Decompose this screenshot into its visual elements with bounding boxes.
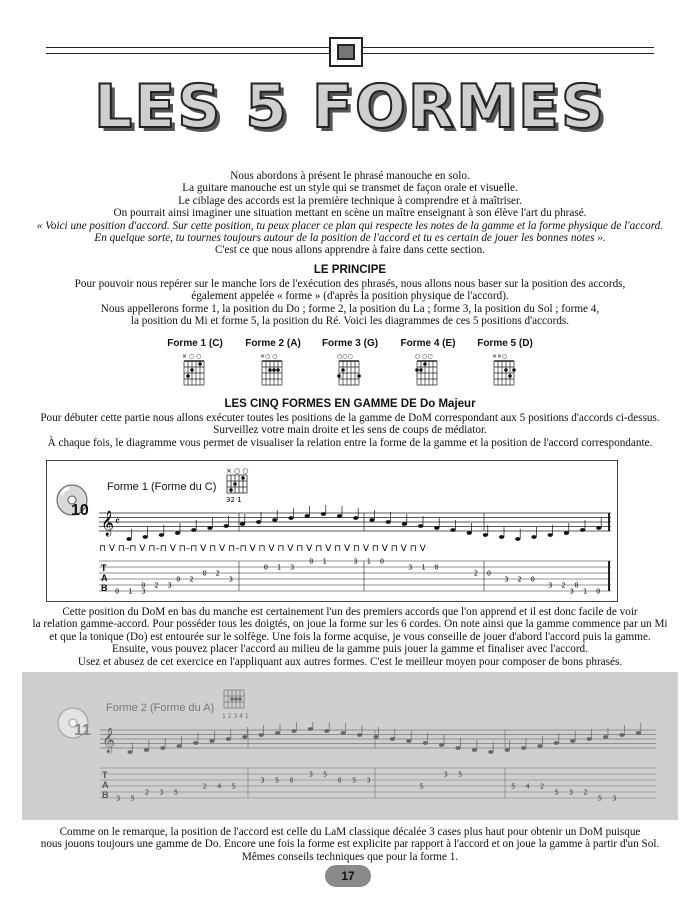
svg-text:B: B xyxy=(101,583,108,593)
svg-text:3: 3 xyxy=(443,770,448,779)
svg-text:3: 3 xyxy=(228,575,233,584)
intro-line: La guitare manouche est un style qui se transmet de façon orale et visuelle. xyxy=(182,182,518,195)
section-title-cinq-formes: LES CINQ FORMES EN GAMME DE Do Majeur xyxy=(224,398,476,410)
svg-text:T: T xyxy=(101,563,107,573)
outro-line: Mêmes conseils techniques que pour la forme 1. xyxy=(241,850,459,863)
svg-text:5: 5 xyxy=(275,776,280,785)
svg-text:3: 3 xyxy=(569,587,574,596)
middle-text xyxy=(20,606,680,668)
header-ornament xyxy=(329,37,363,67)
cinq-line: Surveillez votre main droite et les sens de coups de médiator. xyxy=(213,424,487,437)
svg-text:3: 3 xyxy=(116,794,121,803)
svg-text:5: 5 xyxy=(231,782,236,791)
chord-open-strings: ○○○ xyxy=(337,353,353,360)
svg-text:3: 3 xyxy=(308,770,313,779)
svg-text:5: 5 xyxy=(419,782,424,791)
svg-text:3: 3 xyxy=(548,581,553,590)
svg-text:0: 0 xyxy=(530,575,535,584)
intro-line: Nous abordons à présent le phrasé manouche en solo. xyxy=(230,170,470,182)
svg-text:5: 5 xyxy=(323,770,328,779)
mini-chord-fingering: 32 1 xyxy=(226,496,242,504)
svg-text:0: 0 xyxy=(202,569,207,578)
mini-chord-diagram xyxy=(220,684,254,724)
svg-text:2: 2 xyxy=(202,782,207,791)
chord-name: Forme 2 (A) xyxy=(245,338,301,349)
outro-text xyxy=(20,826,680,863)
intro-line: C'est ce que nous allons apprendre à faire dans cette section. xyxy=(214,244,486,257)
picking-marks: ⊓ V ⊓–⊓ V ⊓–⊓ V ⊓–⊓ V ⊓ V ⊓–⊓ V ⊓ V ⊓ V ⊓ V ⊓ V ⊓ V ⊓ V ⊓ V ⊓ V ⊓ V xyxy=(99,544,426,554)
svg-text:2: 2 xyxy=(144,788,150,797)
middle-line: la relation gamme-accord. Pour posséder tous les doigtés, on joue la forme sur les 6 cordes. On note ainsi que la gamme commence par un Mi xyxy=(32,618,668,631)
svg-text:2: 2 xyxy=(154,581,159,590)
principe-line: Pour pouvoir nous repérer sur le manche lors de l'exécution des phrasés, nous allons nous baser sur la position des accords, xyxy=(74,278,626,290)
svg-text:1: 1 xyxy=(322,557,327,566)
chord-name: Forme 5 (D) xyxy=(477,338,533,349)
svg-text:5: 5 xyxy=(554,788,559,797)
cinq-line: À chaque fois, le diagramme vous permet de visualiser la relation entre la forme de la gamme et la position de l'accord correspondante. xyxy=(47,436,653,449)
svg-text:4: 4 xyxy=(217,782,222,791)
mini-chord-top: × ○ ○ xyxy=(226,467,249,475)
forme-label: Forme 2 (Forme du A) xyxy=(106,702,215,714)
svg-text:3: 3 xyxy=(612,794,617,803)
mini-chord-fingering: 1 2 3 4 1 xyxy=(222,713,249,720)
svg-text:0: 0 xyxy=(434,563,439,572)
middle-line: et que la tonique (Do) est entourée sur le solfège. Une fois la forme acquise, je vous conseille de jouer d'abord l'accord puis la gamme. xyxy=(49,630,651,643)
principe-line: Nous appellerons forme 1, la position du Do ; forme 2, la position du La ; forme 3, la position du Sol ; forme 4, xyxy=(100,302,600,315)
svg-text:2: 2 xyxy=(561,581,566,590)
chord-diagram xyxy=(460,338,550,387)
svg-text:0: 0 xyxy=(176,575,181,584)
svg-text:2: 2 xyxy=(215,569,220,578)
svg-text:B: B xyxy=(102,790,109,800)
middle-line: Ensuite, vous pouvez placer l'accord au milieu de la gamme puis jouer la gamme et finaliser avec l'accord. xyxy=(112,643,588,656)
principe-line: également appelée « forme » (d'après la position physique de l'accord). xyxy=(191,290,509,303)
tablature xyxy=(99,557,613,599)
svg-text:1: 1 xyxy=(276,563,282,572)
svg-text:4: 4 xyxy=(525,782,530,791)
section-title-principe: LE PRINCIPE xyxy=(313,264,387,276)
svg-text:3: 3 xyxy=(408,563,413,572)
middle-line: Usez et abusez de cet exercice en l'appliquant aux autres formes. C'est le meilleur moyen pour composer de bons phrasés. xyxy=(77,655,623,668)
outro-line: Comme on le remarque, la position de l'accord est celle du LaM classique décalée 3 cases plus haut pour obtenir un DoM puisque xyxy=(59,826,641,838)
svg-text:0: 0 xyxy=(379,557,385,566)
svg-text:0: 0 xyxy=(263,563,268,572)
svg-text:5: 5 xyxy=(458,770,463,779)
svg-text:𝄞: 𝄞 xyxy=(102,728,116,753)
svg-text:6: 6 xyxy=(289,776,294,785)
intro-quote-line: En quelque sorte, tu tournes toujours autour de la position de l'accord et tu es certain de jouer les bonnes notes ». xyxy=(94,232,606,245)
svg-text:6: 6 xyxy=(337,776,342,785)
svg-text:1: 1 xyxy=(128,587,133,596)
svg-text:3: 3 xyxy=(504,575,509,584)
svg-text:𝄴: 𝄴 xyxy=(115,515,120,528)
svg-text:0: 0 xyxy=(596,587,601,596)
chord-grid xyxy=(490,351,520,387)
forme-label: Forme 1 (Forme du C) xyxy=(107,481,217,493)
svg-text:0: 0 xyxy=(115,587,120,596)
svg-text:3: 3 xyxy=(353,557,358,566)
mini-chord-diagram xyxy=(223,465,253,505)
svg-text:3: 3 xyxy=(366,776,371,785)
svg-text:1: 1 xyxy=(421,563,426,572)
exercise-1-box xyxy=(46,460,618,602)
middle-line: Cette position du DoM en bas du manche est certainement l'un des premiers accords que l'on apprend et il est donc facile de voir xyxy=(62,606,638,618)
cinq-formes-text xyxy=(20,412,680,449)
outro-line: nous jouons toujours une gamme de Do. Encore une fois la forme est explicite par rapport à l'accord et on joue la gamme à partir d'un Sol. xyxy=(40,838,660,851)
svg-text:3: 3 xyxy=(159,788,164,797)
chord-grid xyxy=(258,351,288,387)
tablature xyxy=(100,764,660,808)
cinq-line: Pour débuter cette partie nous allons exécuter toutes les positions de la gamme de DoM correspondant aux 5 positions d'accords ci-dessus. xyxy=(40,412,660,424)
svg-text:2: 2 xyxy=(517,575,522,584)
chord-open-strings: ×○ ○ xyxy=(260,353,278,360)
svg-text:0: 0 xyxy=(574,581,579,590)
chord-diagram xyxy=(150,338,240,387)
chord-name: Forme 1 (C) xyxy=(167,338,223,349)
svg-text:A: A xyxy=(101,573,108,583)
svg-text:1: 1 xyxy=(582,587,588,596)
intro-text xyxy=(20,170,680,257)
intro-quote-line: « Voici une position d'accord. Sur cette position, tu peux placer ce plan qui respecte les notes de la gamme et la forme physique de l'accord. xyxy=(36,219,664,232)
svg-text:5: 5 xyxy=(130,794,135,803)
svg-text:0: 0 xyxy=(486,569,492,578)
svg-text:3: 3 xyxy=(260,776,265,785)
chord-name: Forme 4 (E) xyxy=(400,338,456,349)
chord-grid xyxy=(413,351,443,387)
svg-text:2: 2 xyxy=(189,575,194,584)
chord-diagram xyxy=(305,338,395,387)
svg-text:3: 3 xyxy=(290,563,295,572)
svg-text:T: T xyxy=(102,770,108,780)
svg-text:A: A xyxy=(102,780,109,790)
chord-open-strings: × ○ ○ xyxy=(182,353,202,360)
music-staff xyxy=(99,505,613,555)
chord-open-strings: ××○ xyxy=(492,353,508,360)
page-number: 17 xyxy=(325,865,371,887)
svg-text:2: 2 xyxy=(473,569,478,578)
intro-line: On pourrait ainsi imaginer une situation mettant en scène un maître enseignant à son élève l'art du phrasé. xyxy=(113,207,587,220)
intro-line: Le ciblage des accords est la première technique à comprendre et à maîtriser. xyxy=(178,194,522,207)
svg-text:5: 5 xyxy=(173,788,179,797)
principe-line: la position du Mi et forme 5, la position du Ré. Voici les diagrammes de ces 5 positions d'accords. xyxy=(130,315,570,328)
svg-text:3: 3 xyxy=(167,581,172,590)
page-title: LES 5 FORMES xyxy=(93,72,607,142)
track-number: 10 xyxy=(71,502,89,519)
chord-open-strings: ○ ○○ xyxy=(415,353,433,360)
svg-text:5: 5 xyxy=(597,794,603,803)
exercise-2-box xyxy=(22,672,678,820)
svg-text:𝄞: 𝄞 xyxy=(101,511,115,536)
svg-text:0: 0 xyxy=(141,581,146,590)
svg-text:5: 5 xyxy=(511,782,516,791)
chord-grid xyxy=(180,351,210,387)
svg-text:1: 1 xyxy=(366,557,371,566)
principe-text xyxy=(20,278,680,328)
chord-name: Forme 3 (G) xyxy=(321,338,379,349)
svg-text:2: 2 xyxy=(583,788,588,797)
chord-grid xyxy=(335,351,365,387)
svg-text:3: 3 xyxy=(568,788,574,797)
svg-text:3: 3 xyxy=(141,587,146,596)
svg-text:5: 5 xyxy=(352,776,357,785)
music-staff xyxy=(100,722,660,762)
svg-text:2: 2 xyxy=(540,782,545,791)
svg-text:0: 0 xyxy=(309,557,314,566)
track-number: 11 xyxy=(74,722,91,739)
